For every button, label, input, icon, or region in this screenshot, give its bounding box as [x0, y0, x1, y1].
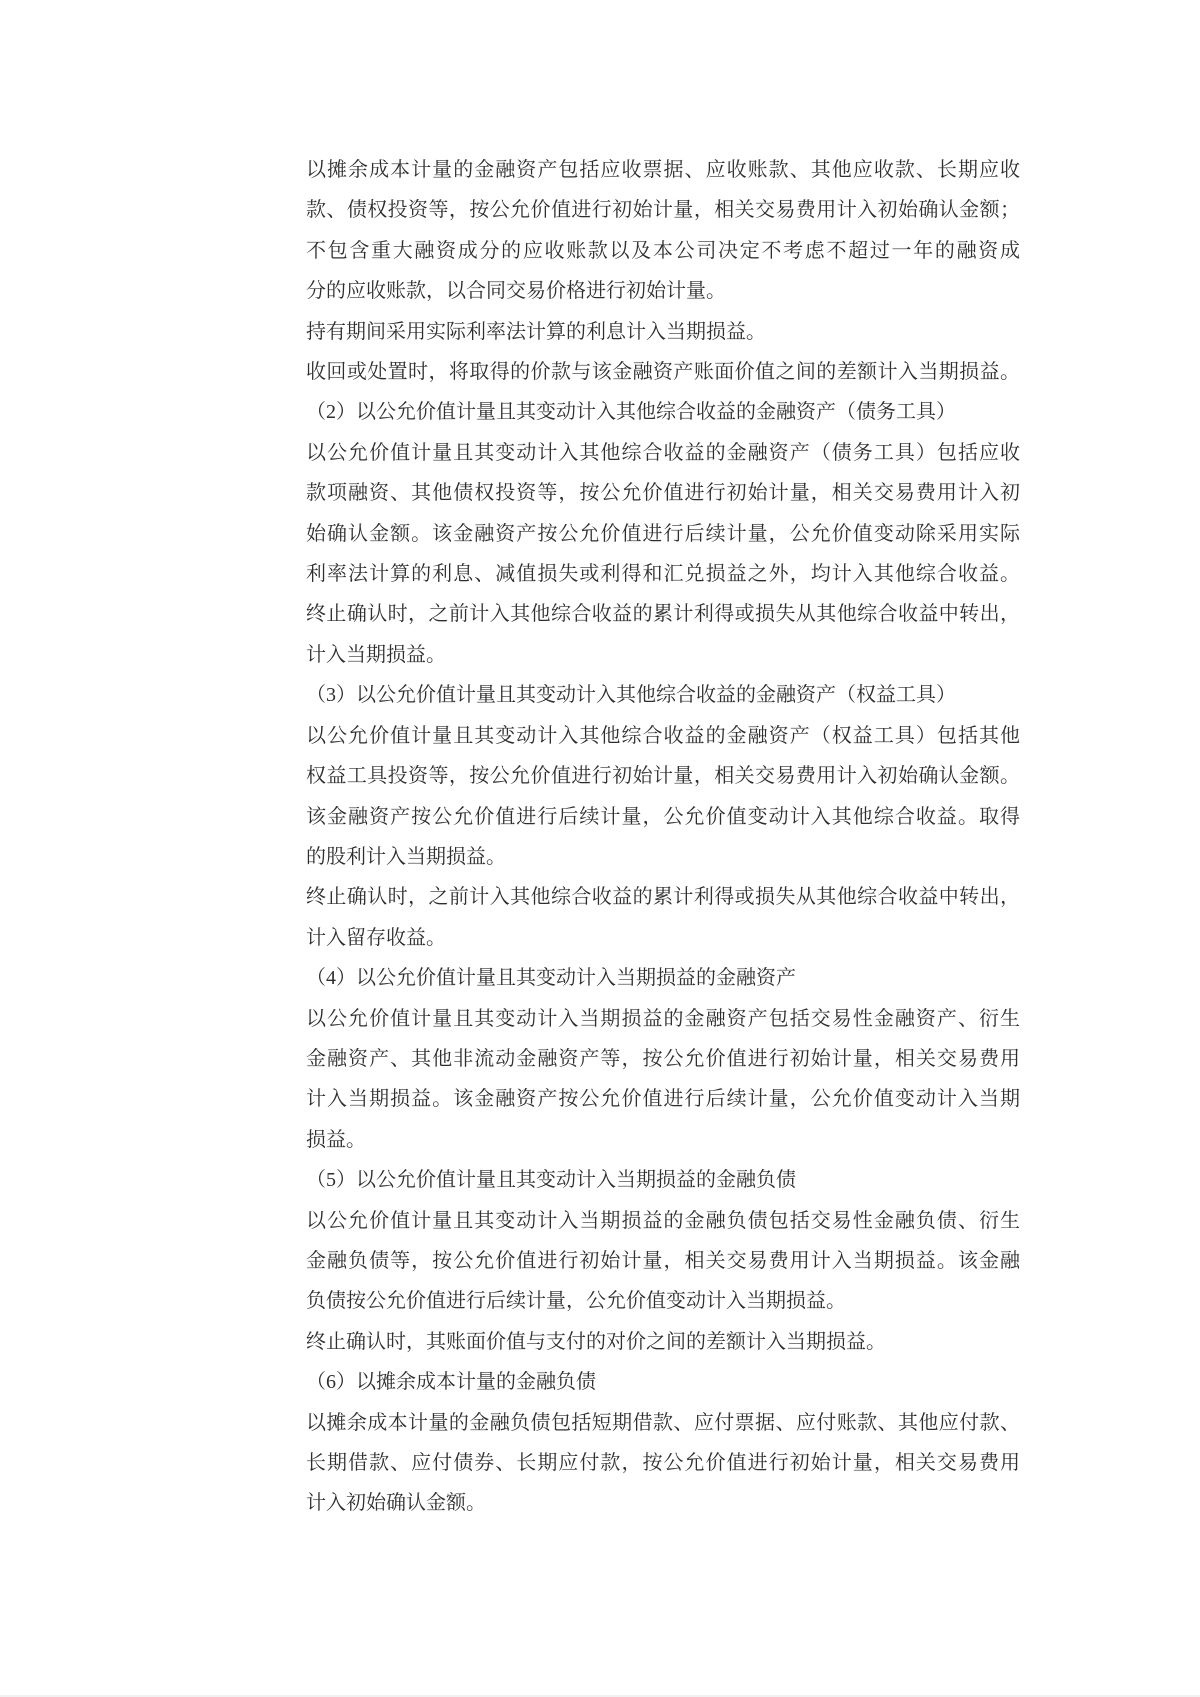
text-line: 终止确认时，之前计入其他综合收益的累计利得或损失从其他综合收益中转出，: [306, 886, 1020, 909]
text-line: 以公允价值计量且其变动计入当期损益的金融负债包括交易性金融负债、衍生: [306, 1209, 1020, 1232]
text-line: 不包含重大融资成分的应收账款以及本公司决定不考虑不超过一年的融资成: [306, 239, 1020, 262]
text-line: 损益。: [306, 1128, 366, 1151]
text-line: 持有期间采用实际利率法计算的利息计入当期损益。: [306, 320, 766, 343]
text-line: 以摊余成本计量的金融资产包括应收票据、应收账款、其他应收款、长期应收: [306, 159, 1020, 181]
text-line: 计入初始确认金额。: [306, 1492, 486, 1515]
text-line: 权益工具投资等，按公允价值进行初始计量，相关交易费用计入初始确认金额。: [306, 765, 1020, 788]
text-line: 金融资产、其他非流动金融资产等，按公允价值进行初始计量，相关交易费用: [306, 1047, 1020, 1070]
text-line: 计入当期损益。: [306, 643, 446, 666]
text-line: 金融负债等，按公允价值进行初始计量，相关交易费用计入当期损益。该金融: [306, 1249, 1020, 1272]
text-line: 终止确认时，之前计入其他综合收益的累计利得或损失从其他综合收益中转出，: [306, 603, 1020, 626]
text-line: 以摊余成本计量的金融负债包括短期借款、应付票据、应付账款、其他应付款、: [306, 1411, 1020, 1434]
text-line: 长期借款、应付债券、长期应付款，按公允价值进行初始计量，相关交易费用: [306, 1452, 1020, 1474]
text-line: 款、债权投资等，按公允价值进行初始计量，相关交易费用计入初始确认金额；: [306, 199, 1020, 222]
text-line: 收回或处置时，将取得的价款与该金融资产账面价值之间的差额计入当期损益。: [306, 361, 1020, 384]
text-line: （5）以公允价值计量且其变动计入当期损益的金融负债: [306, 1169, 796, 1192]
text-line: 利率法计算的利息、减值损失或利得和汇兑损益之外，均计入其他综合收益。: [306, 563, 1020, 586]
text-line: 计入当期损益。该金融资产按公允价值进行后续计量，公允价值变动计入当期: [306, 1088, 1020, 1111]
text-line: （3）以公允价值计量且其变动计入其他综合收益的金融资产（权益工具）: [306, 684, 956, 707]
text-line: 以公允价值计量且其变动计入其他综合收益的金融资产（权益工具）包括其他: [306, 724, 1020, 747]
text-line: 分的应收账款，以合同交易价格进行初始计量。: [306, 280, 726, 303]
text-line: 计入留存收益。: [306, 926, 446, 949]
text-line: （2）以公允价值计量且其变动计入其他综合收益的金融资产（债务工具）: [306, 401, 956, 424]
text-line: 的股利计入当期损益。: [306, 845, 506, 868]
text-block: [306, 150, 1020, 1524]
text-line: 负债按公允价值进行后续计量，公允价值变动计入当期损益。: [306, 1290, 846, 1313]
text-line: 以公允价值计量且其变动计入其他综合收益的金融资产（债务工具）包括应收: [306, 441, 1020, 464]
text-line: 终止确认时，其账面价值与支付的对价之间的差额计入当期损益。: [306, 1330, 886, 1353]
text-line: 以公允价值计量且其变动计入当期损益的金融资产包括交易性金融资产、衍生: [306, 1007, 1020, 1030]
text-line: （6）以摊余成本计量的金融负债: [306, 1371, 596, 1394]
text-line: 始确认金额。该金融资产按公允价值进行后续计量，公允价值变动除采用实际: [306, 522, 1020, 545]
text-line: （4）以公允价值计量且其变动计入当期损益的金融资产: [306, 967, 796, 990]
text-line: 款项融资、其他债权投资等，按公允价值进行初始计量，相关交易费用计入初: [306, 482, 1020, 505]
text-line: 该金融资产按公允价值进行后续计量，公允价值变动计入其他综合收益。取得: [306, 805, 1020, 828]
